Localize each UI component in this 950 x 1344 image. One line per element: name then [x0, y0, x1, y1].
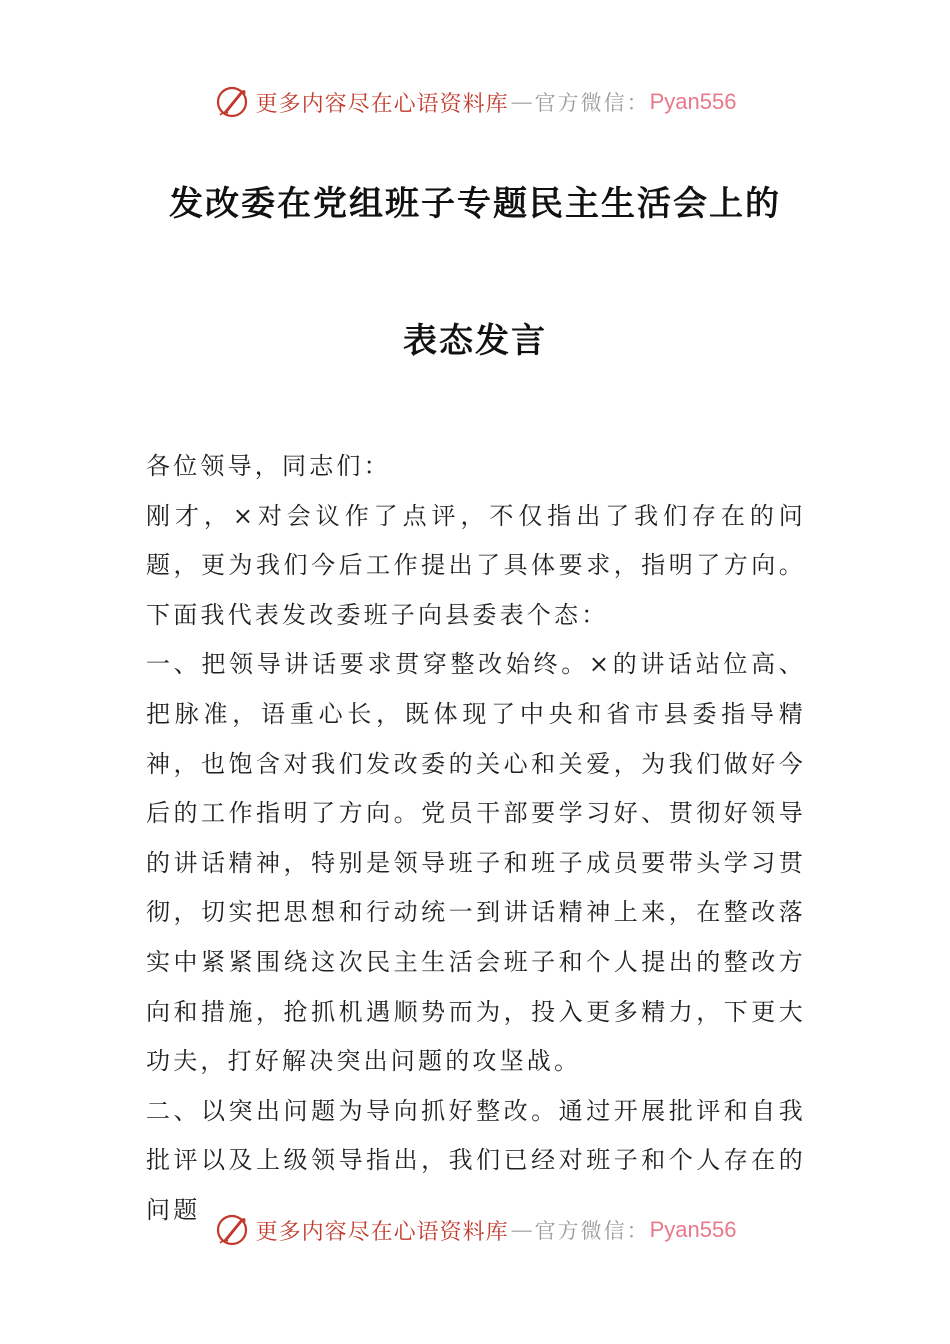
header-watermark-banner [0, 80, 950, 124]
paragraph: 刚才，×对会议作了点评，不仅指出了我们存在的问题，更为我们今后工作提出了具体要求，指明了方向。下面我代表发改委班子向县委表个态： [146, 501, 806, 629]
document-title-line1: 发改委在党组班子专题民主生活会上的 [169, 184, 781, 224]
wechat-id: Pyan556 [649, 1217, 737, 1242]
footer-watermark-banner [0, 1208, 950, 1252]
separator-dash: — [510, 89, 533, 115]
wechat-label: 官方微信： [534, 91, 650, 115]
site-name: 更多内容尽在心语资料库 [255, 1219, 509, 1245]
quill-pen-circle-icon [214, 1212, 250, 1248]
paragraph: 一、把领导讲话要求贯穿整改始终。×的讲话站位高、把脉准，语重心长，既体现了中央和省市县委指导精神，也饱含对我们发改委的关心和关爱，为我们做好今后的工作指明了方向。党员干部要学习好、贯彻好领导的讲话精神，特别是领导班子和班子成员要带头学习贯彻，切实把思想和行动统一到讲话精神上来，在整改落实中紧紧围绕这次民主生活会班子和个人提出的整改方向和措施，抢抓机遇顺势而为，投入更多精力，下更大功夫，打好解决突出问题的攻坚战。 [146, 650, 806, 1076]
separator-dash: — [510, 1217, 533, 1243]
paragraph: 二、以突出问题为导向抓好整改。通过开展批评和自我批评以及上级领导指出，我们已经对班子和个人存在的问题 [146, 1096, 806, 1224]
document-body [146, 442, 806, 1236]
wechat-id: Pyan556 [649, 89, 737, 114]
document-title-line2: 表态发言 [403, 321, 547, 361]
wechat-label: 官方微信： [534, 1219, 650, 1243]
site-name: 更多内容尽在心语资料库 [255, 91, 509, 117]
quill-pen-circle-icon [214, 84, 250, 120]
greeting: 各位领导，同志们： [146, 452, 391, 480]
